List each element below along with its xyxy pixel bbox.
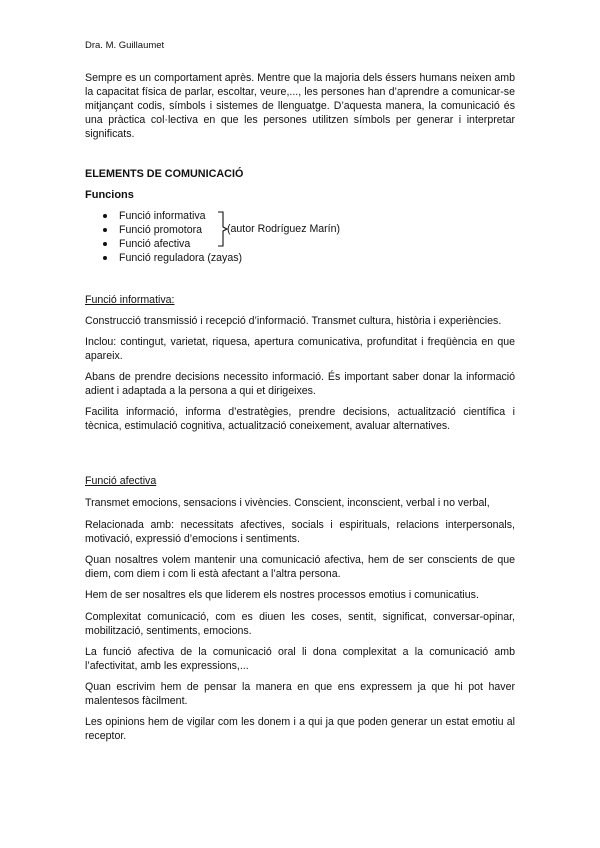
afectiva-section [85, 496, 515, 743]
paragraph: La funció afectiva de la comunicació oral li dona complexitat a la comunicació amb l’afectivitat, amb les expressions,... [85, 646, 515, 672]
paragraph: Abans de prendre decisions necessito informació. És important saber donar la informació adient i adaptada a la persona a qui et dirigeixes. [85, 371, 515, 397]
paragraph: Transmet emocions, sensacions i vivències. Conscient, inconscient, verbal i no verbal, [85, 497, 490, 509]
bullet-icon [103, 242, 107, 246]
paragraph: Quan escrivim hem de pensar la manera en que ens expressem ja que hi pot haver malentesos fàcilment. [85, 681, 515, 707]
paragraph: Les opinions hem de vigilar com les donem i a qui ja que poden generar un estat emotiu al receptor. [85, 716, 515, 742]
paragraph: Construcció transmissió i recepció d’informació. Transmet cultura, història i experiències. [85, 315, 502, 327]
list-item: Funció afectiva [103, 237, 242, 251]
list-item: Funció promotora [103, 223, 242, 237]
bullet-icon [103, 214, 107, 218]
page-header-author: Dra. M. Guillaumet [85, 40, 165, 51]
afectiva-title: Funció afectiva [85, 475, 157, 487]
brace-label: (autor Rodríguez Marín) [227, 223, 341, 235]
subsection-title: Funcions [85, 189, 134, 201]
informativa-title: Funció informativa: [85, 294, 175, 306]
list-item: Funció informativa [103, 209, 242, 223]
paragraph: Complexitat comunicació, com es diuen les coses, sentit, significat, conversar-opinar, mobilització, sentiments, emocions. [85, 611, 515, 637]
section-title: ELEMENTS DE COMUNICACIÓ [85, 168, 244, 180]
intro-paragraph [85, 71, 515, 141]
paragraph: Hem de ser nosaltres els que liderem els nostres processos emotius i comunicatius. [85, 589, 479, 601]
informativa-section [85, 314, 515, 433]
paragraph: Relacionada amb: necessitats afectives, socials i espirituals, relacions interpersonals, motivació, expressió d’emocions i sentiments. [85, 519, 515, 545]
paragraph: Inclou: contingut, varietat, riquesa, apertura comunicativa, profunditat i freqüència en que apareix. [85, 336, 515, 362]
bullet-icon [103, 228, 107, 232]
paragraph: Facilita informació, informa d’estratègies, prendre decisions, actualització científica i tècnica, estimulació cognitiva, actualització coneixement, avaluar alternatives. [85, 406, 515, 432]
bullet-icon [103, 256, 107, 260]
list-item: Funció reguladora (zayas) [103, 251, 242, 265]
intro-text: Sempre es un comportament après. Mentre que la majoria dels éssers humans neixen amb la capacitat física de parlar, escoltar, veure,..., les persones han d’aprendre a comunicar-se mitjançant codis, símbols i sistemes de llenguatge. D’aquesta manera, la comunicació és una pràctica col·lectiva en que les persones utilitzen símbols per generar i interpretar significats. [85, 72, 515, 140]
paragraph: Quan nosaltres volem mantenir una comunicació afectiva, hem de ser conscients de que diem, com diem i com li està afectant a l’altra persona. [85, 554, 515, 580]
